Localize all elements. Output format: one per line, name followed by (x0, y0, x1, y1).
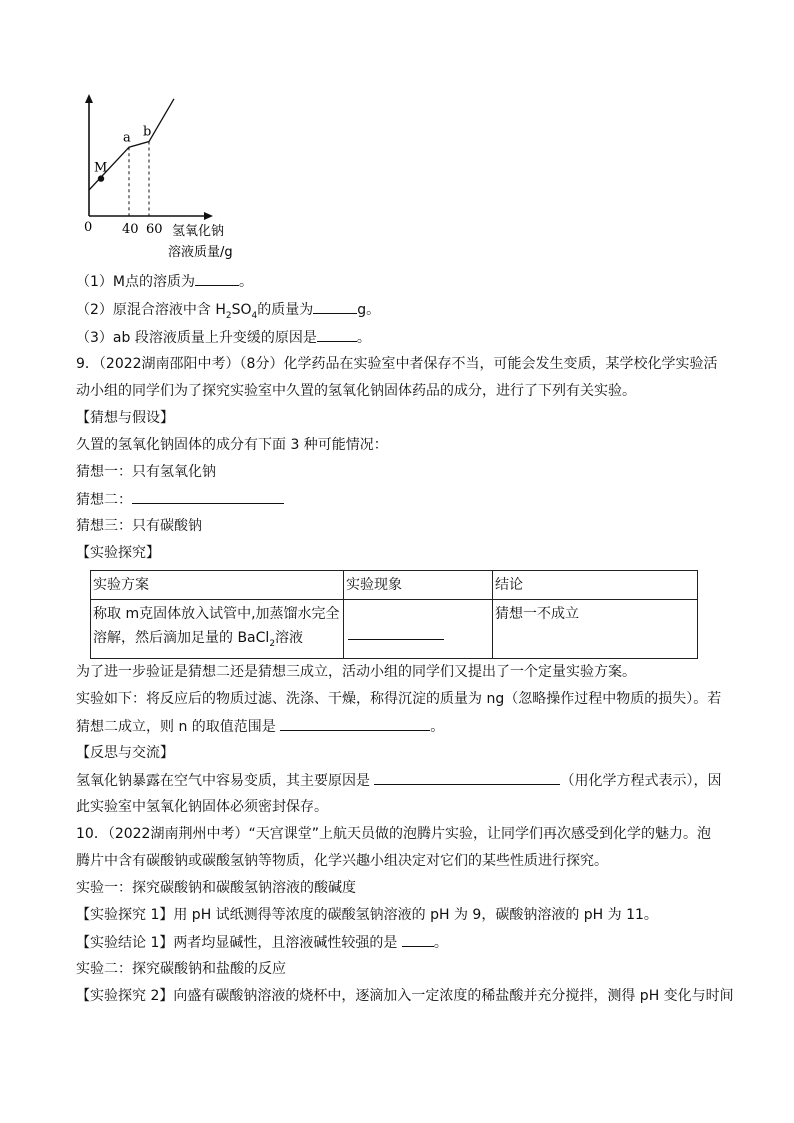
q9-further: 为了进一步验证是猜想二还是猜想三成立，活动小组的同学们又提出了一个定量实验方案。 (76, 664, 636, 680)
q9-guess-1: 猜想一：只有氢氧化钠 (76, 464, 216, 480)
q9-reflect-line2: 此实验室中氢氧化钠固体必须密封保存。 (76, 799, 328, 815)
q10-conclusion-1 (76, 932, 448, 953)
q9-heading-hypothesis: 【猜想与假设】 (76, 410, 174, 426)
q8-subq-2-mid: 的质量为 (257, 302, 314, 318)
q10-stem-line1: 10．（2022湖南荆州中考）“天宫课堂”上航天员做的泡腾片实验，让同学们再次感受到化学的魅力。泡 (76, 826, 711, 842)
table-header-phenomenon: 实验现象 (344, 571, 493, 600)
y-axis-arrow (85, 94, 93, 103)
q8-subq-3-end: 。 (356, 330, 371, 346)
point-label-m: M (94, 160, 108, 176)
q9-heading-reflect: 【反思与交流】 (76, 745, 174, 761)
q9-reflect-line1-end: （用化学方程式表示），因 (560, 773, 722, 789)
answer-blank[interactable] (132, 489, 284, 504)
x-axis-arrow (204, 212, 213, 220)
q8-subq-1-end: 。 (239, 274, 253, 290)
q9-reflect-line1 (76, 770, 721, 791)
q8-subq-2 (76, 299, 380, 326)
x-axis-label-line2: 溶液质量/g (168, 245, 233, 260)
table-header-plan: 实验方案 (91, 571, 344, 600)
q8-subq-2-unit: g。 (357, 302, 381, 318)
q9-experiment-line2 (76, 716, 444, 737)
answer-blank[interactable] (348, 625, 444, 640)
table-header-row (91, 571, 698, 600)
answer-blank[interactable] (280, 716, 430, 731)
q10-explore-1: 【实验探究 1】用 pH 试纸测得等浓度的碳酸氢钠溶液的 pH 为 9，碳酸钠溶液的 pH 为 11。 (76, 907, 658, 923)
q9-stem-line1: 9．（2022湖南邵阳中考）（8分）化学药品在实验室中者保存不当，可能会发生变质，某学校化学实验活 (76, 356, 718, 372)
q8-subq-3 (76, 327, 371, 348)
q8-subq-2-formula: SO (231, 302, 252, 318)
table-cell-plan (91, 600, 344, 659)
q10-explore-2: 【实验探究 2】向盛有碳酸钠溶液的烧杯中，逐滴加入一定浓度的稀盐酸并充分搅拌，测得 pH 变化与时间 (76, 988, 734, 1004)
subscript: 2 (269, 638, 276, 649)
q9-guess-3: 猜想三：只有碳酸钠 (76, 518, 202, 534)
q8-subq-1-text: （1）M点的溶质为 (76, 274, 195, 290)
chart-axes (85, 94, 213, 220)
origin-label: 0 (84, 220, 93, 235)
x-axis-label-line1: 氢氧化钠 (172, 224, 225, 239)
q9-intro: 久置的氢氧化钠固体的成分有下面 3 种可能情况： (76, 437, 388, 453)
q8-subq-3-text: （3）ab 段溶液质量上升变缓的原因是 (76, 330, 317, 346)
q9-guess-2 (76, 489, 284, 510)
table-header-conclusion: 结论 (493, 571, 698, 600)
q10-stem-line2: 腾片中含有碳酸钠或碳酸氢钠等物质，化学兴趣小组决定对它们的某些性质进行探究。 (76, 853, 608, 869)
q10-conclusion-1-text: 【实验结论 1】两者均显碱性，且溶液碱性较强的是 (76, 935, 398, 951)
q10-exp2-title: 实验二：探究碳酸钠和盐酸的反应 (76, 961, 286, 977)
answer-blank[interactable] (402, 932, 434, 947)
q9-experiment-line2-end: 。 (430, 719, 445, 735)
subscript: 4 (251, 310, 258, 321)
table-cell-phenomenon (344, 600, 493, 659)
plan-line-2-text: 溶解，然后滴加足量的 BaCl (93, 630, 270, 646)
answer-blank[interactable] (374, 770, 560, 785)
q9-stem-line2: 动小组的同学们为了探究实验室中久置的氢氧化钠固体药品的成分，进行了下列有关实验。 (76, 383, 636, 399)
q10-conclusion-1-end: 。 (433, 935, 448, 951)
q9-experiment-line1: 实验如下：将反应后的物质过滤、洗涤、干燥，称得沉淀的质量为 ng（忽略操作过程中物质的损失）。若 (76, 691, 722, 707)
table-cell-conclusion: 猜想一不成立 (493, 600, 698, 659)
plan-line-1: 称取 m克固体放入试管中,加蒸馏水完全 (93, 606, 340, 622)
plan-line-2 (93, 626, 341, 656)
q9-heading-explore: 【实验探究】 (76, 545, 160, 561)
q9-reflect-line1-text: 氢氧化钠暴露在空气中容易变质，其主要原因是 (76, 773, 370, 789)
q9-experiment-line2-text: 猜想二成立，则 n 的取值范围是 (76, 719, 276, 735)
x-tick-60: 60 (146, 222, 163, 237)
q9-guess-2-label: 猜想二： (76, 492, 132, 508)
experiment-table (90, 570, 698, 659)
plan-line-2-end: 溶液 (275, 630, 304, 646)
solution-mass-chart (74, 90, 254, 280)
q8-subq-2-text: （2）原混合溶液中含 H (76, 302, 226, 318)
q8-subq-1 (76, 271, 253, 292)
x-tick-40: 40 (122, 222, 139, 237)
point-label-a: a (123, 130, 131, 146)
answer-blank[interactable] (195, 271, 239, 286)
point-m (98, 175, 104, 181)
point-label-b: b (143, 124, 152, 140)
q10-exp1-title: 实验一：探究碳酸钠和碳酸氢钠溶液的酸碱度 (76, 880, 356, 896)
table-row (91, 600, 698, 659)
answer-blank[interactable] (313, 299, 357, 314)
answer-blank[interactable] (317, 327, 357, 342)
subscript: 2 (225, 310, 232, 321)
